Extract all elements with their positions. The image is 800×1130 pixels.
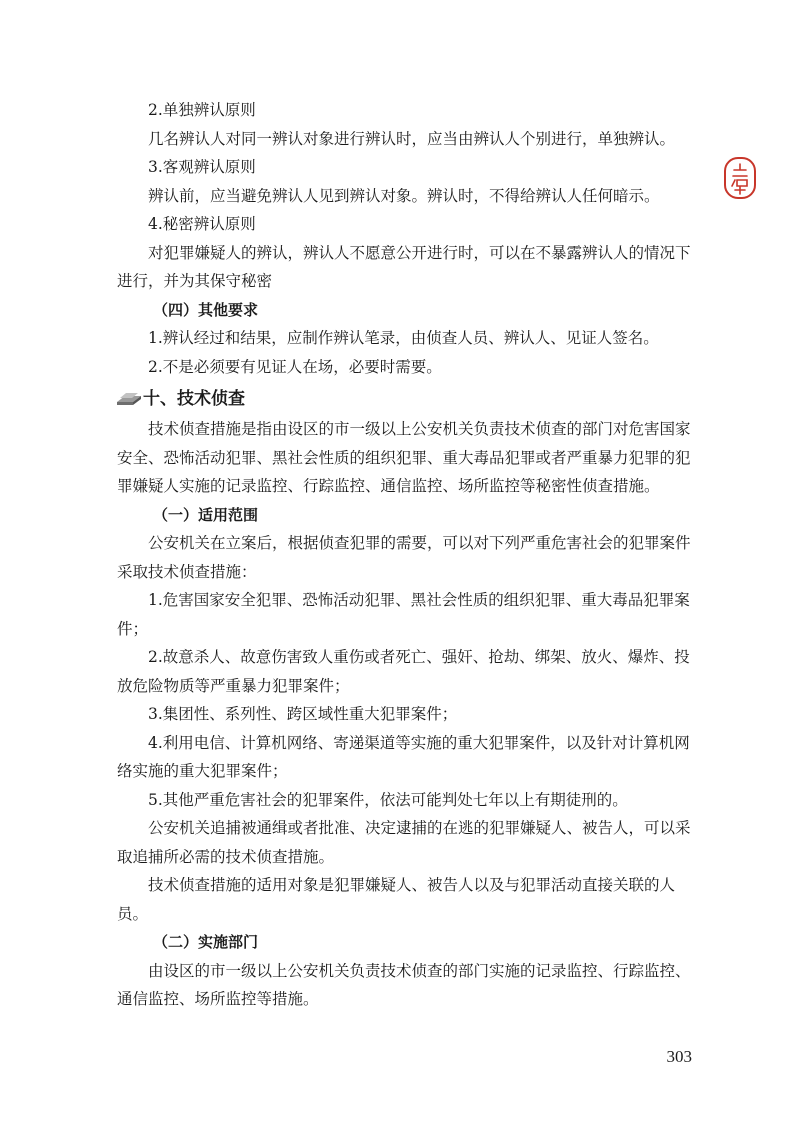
list-item: 2.不是必须要有见证人在场，必要时需要。 — [148, 357, 442, 376]
list-item: 1.危害国家安全犯罪、恐怖活动犯罪、黑社会性质的组织犯罪、重大毒品犯罪案件； — [117, 591, 690, 638]
section-heading — [117, 383, 692, 415]
paragraph: 几名辨认人对同一辨认对象进行辨认时，应当由辨认人个别进行，单独辨认。 — [148, 129, 676, 148]
book-stack-icon — [116, 391, 142, 407]
paragraph: 技术侦查措施是指由设区的市一级以上公安机关负责技术侦查的部门对危害国家安全、恐怖活动犯罪、黑社会性质的组织犯罪、重大毒品犯罪或者严重暴力犯罪的犯罪嫌疑人实施的记录监控、行踪监控、通信监控、场所监控等秘密性侦查措施。 — [117, 420, 691, 495]
subheading-principle-2: 2.单独辨认原则 — [148, 101, 256, 119]
subheading-principle-3: 3.客观辨认原则 — [148, 158, 256, 176]
heading-other-requirements: （四）其他要求 — [153, 300, 259, 319]
paragraph: 公安机关在立案后，根据侦查犯罪的需要，可以对下列严重危害社会的犯罪案件采取技术侦查措施： — [117, 534, 691, 581]
list-item: 3.集团性、系列性、跨区域性重大犯罪案件； — [148, 705, 458, 723]
paragraph: 由设区的市一级以上公安机关负责技术侦查的部门实施的记录监控、行踪监控、通信监控、场所监控等措施。 — [117, 961, 691, 1008]
list-item: 5.其他严重危害社会的犯罪案件，依法可能判处七年以上有期徒刑的。 — [148, 790, 628, 809]
list-item: 2.故意杀人、故意伤害致人重伤或者死亡、强奸、抢劫、绑架、放火、爆炸、投放危险物质等严重暴力犯罪案件； — [117, 648, 690, 695]
paragraph: 公安机关追捕被通缉或者批准、决定逮捕的在逃的犯罪嫌疑人、被告人，可以采取追捕所必需的技术侦查措施。 — [117, 819, 691, 866]
heading-implementing-department: （二）实施部门 — [153, 933, 259, 951]
document-body — [117, 96, 692, 1014]
list-item: 1.辨认经过和结果，应制作辨认笔录，由侦查人员、辨认人、见证人签名。 — [148, 329, 659, 347]
paragraph: 辨认前，应当避免辨认人见到辨认对象。辨认时，不得给辨认人任何暗示。 — [148, 186, 660, 205]
section-title: 十、技术侦查 — [143, 389, 245, 409]
list-item: 4.利用电信、计算机网络、寄递渠道等实施的重大犯罪案件，以及针对计算机网络实施的重大犯罪案件； — [117, 733, 690, 780]
seal-stamp-icon — [723, 156, 757, 200]
heading-scope: （一）适用范围 — [153, 505, 259, 524]
subheading-principle-4: 4.秘密辨认原则 — [148, 215, 256, 233]
paragraph: 技术侦查措施的适用对象是犯罪嫌疑人、被告人以及与犯罪活动直接关联的人员。 — [117, 876, 676, 923]
paragraph: 对犯罪嫌疑人的辨认，辨认人不愿意公开进行时，可以在不暴露辨认人的情况下进行，并为其保守秘密 — [117, 243, 691, 290]
page-number: 303 — [666, 1047, 692, 1066]
